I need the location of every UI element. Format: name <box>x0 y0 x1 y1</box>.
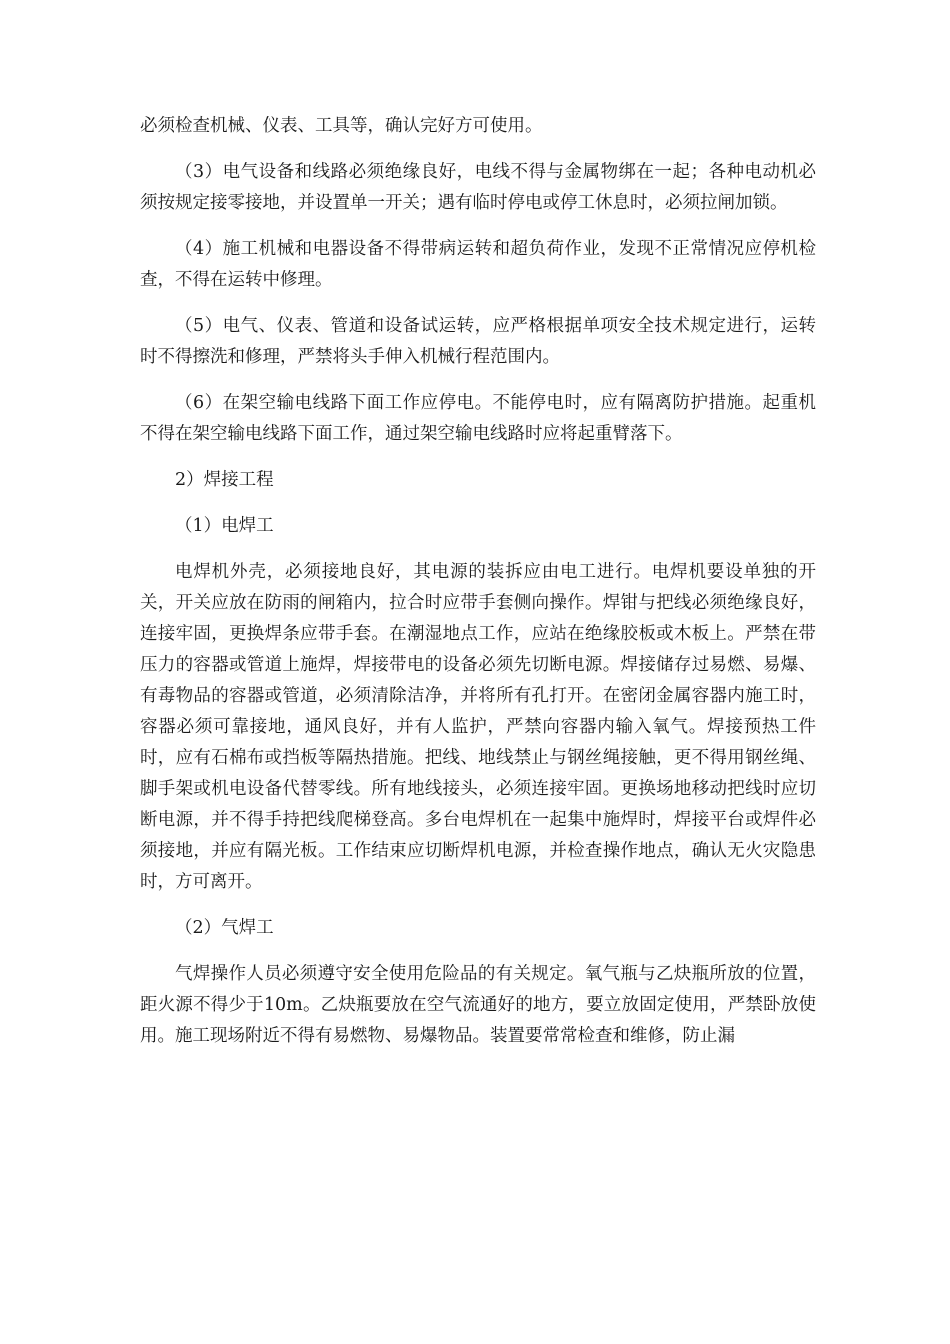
paragraph-electric-welding: 电焊机外壳，必须接地良好，其电源的装拆应由电工进行。电焊机要设单独的开关，开关应放在防雨的闸箱内，拉合时应带手套侧向操作。焊钳与把线必须绝缘良好，连接牢固，更换焊条应带手套。在潮湿地点工作，应站在绝缘胶板或木板上。严禁在带压力的容器或管道上施焊，焊接带电的设备必须先切断电源。焊接储存过易燃、易爆、有毒物品的容器或管道，必须清除洁净，并将所有孔打开。在密闭金属容器内施工时，容器必须可靠接地，通风良好，并有人监护，严禁向容器内输入氧气。焊接预热工件时，应有石棉布或挡板等隔热措施。把线、地线禁止与钢丝绳接触，更不得用钢丝绳、脚手架或机电设备代替零线。所有地线接头，必须连接牢固。更换场地移动把线时应切断电源，并不得手持把线爬梯登高。多台电焊机在一起集中施焊时，焊接平台或焊件必须接地，并应有隔光板。工作结束应切断焊机电源，并检查操作地点，确认无火灾隐患时，方可离开。 <box>140 562 816 892</box>
document-body <box>140 111 816 1067</box>
paragraph-item-6: （6）在架空输电线路下面工作应停电。不能停电时，应有隔离防护措施。起重机不得在架空输电线路下面工作，通过架空输电线路时应将起重臂落下。 <box>140 393 816 444</box>
subsection-heading-gas-welder: （2）气焊工 <box>175 918 274 938</box>
paragraph-item-3: （3）电气设备和线路必须绝缘良好，电线不得与金属物绑在一起；各种电动机必须按规定接零接地，并设置单一开关；遇有临时停电或停工休息时，必须拉闸加锁。 <box>140 162 816 213</box>
section-heading-welding: 2）焊接工程 <box>175 470 274 490</box>
paragraph-item-4: （4）施工机械和电器设备不得带病运转和超负荷作业，发现不正常情况应停机检查，不得在运转中修理。 <box>140 239 816 290</box>
paragraph-item-5: （5）电气、仪表、管道和设备试运转，应严格根据单项安全技术规定进行，运转时不得擦洗和修理，严禁将头手伸入机械行程范围内。 <box>140 316 816 367</box>
paragraph-gas-welding: 气焊操作人员必须遵守安全使用危险品的有关规定。氧气瓶与乙炔瓶所放的位置，距火源不得少于10m。乙炔瓶要放在空气流通好的地方，要立放固定使用，严禁卧放使用。施工现场附近不得有易燃物、易爆物品。装置要常常检查和维修，防止漏 <box>140 964 816 1046</box>
subsection-heading-electric-welder: （1）电焊工 <box>175 516 274 536</box>
paragraph-continuation: 必须检查机械、仪表、工具等，确认完好方可使用。 <box>140 116 543 136</box>
